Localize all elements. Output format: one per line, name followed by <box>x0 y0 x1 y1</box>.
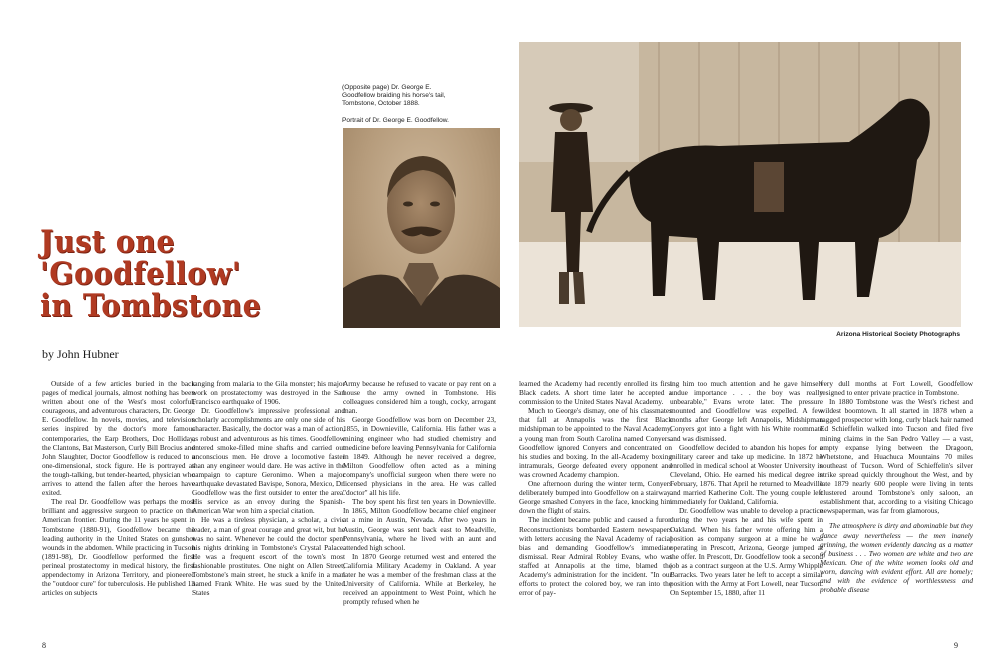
paragraph: Much to George's dismay, one of his classmates that fall at Annapolis was the first Black midshipman to be appointed to the Naval Academy, a young man from South Carolina named Conyers. Goodfellow ignored Conyers and concentrated on his studies and boxing. In the all-Academy boxing intramurals, George defeated every opponent and was crowned Academy champion. <box>519 406 672 479</box>
paragraph: The boy spent his first ten years in Downieville. In 1865, Milton Goodfellow became chief engineer at a mine in Austin, Nevada. After two years in Austin, George was sent back east to Meadville, Pennsylvania, where he lived with an aunt and attended high school. <box>343 497 496 552</box>
text-column-5 <box>670 379 823 649</box>
page-number-left: 8 <box>42 641 46 650</box>
paragraph: learned the Academy had recently enrolled its first Black cadets. A short time later he accepted a commission to the United States Naval Academy. <box>519 379 672 407</box>
paragraph: In 1870 George returned west and entered the California Military Academy in Oakland. A year later he was a member of the freshman class at the University of California. While at Berkeley, he received an appointment to West Point, which he promptly refused when he <box>343 551 496 607</box>
paragraph: Army because he refused to vacate or pay rent on a house the army owned in Tombstone. His colleagues considered him a tough, cocky, arrogant man. <box>343 379 496 416</box>
portrait-illustration <box>343 128 500 328</box>
paragraph: He was a tireless physician, a scholar, a civic leader, a man of great courage and great wit, but he was no saint. Whenever he could the doctor spent his nights drinking in Tombstone's Crystal Palace. He was a frequent escort of the town's most fashionable prostitutes. One night on Allen Street, Tombstone's main street, he stuck a knife in a man named Frank White. He was sued by the United States <box>192 515 345 598</box>
title-line-3: in Tombstone <box>40 288 262 324</box>
paragraph: ranging from malaria to the Gila monster; his major work on prostatectomy was destroyed in the San Francisco earthquake of 1906. <box>192 379 345 407</box>
paragraph: George Goodfellow was born on December 23, 1855, in Downieville, California. His father was a mining engineer who had studied chemistry and medicine before leaving Pennsylvania for California in 1849. Although he never received a degree, Milton Goodfellow often acted as a mining company's unofficial surgeon when there were no licensed physicians in the area. He was called "doctor" all his life. <box>343 415 496 498</box>
paragraph: In 1880 Tombstone was the West's richest and wildest boomtown. It all started in 1878 when a ragged prospector with long, curly black hair named Ed Schieffelin walked into Tucson and filed five mining claims in the San Pedro Valley — a vast, empty expanse lying between the Dragoon, Whetstone, and Huachuca Mountains 70 miles southeast of Tucson. Word of Schieffelin's silver strike spread quickly throughout the West, and by late 1879 nearly 600 people were living in tents clustered around Tombstone's only saloon, an establishment that, according to a visiting Chicago newspaperman, was far from glamorous, <box>820 397 973 516</box>
horse-illustration <box>519 42 961 327</box>
paragraph: One afternoon during the winter term, Conyers deliberately bumped into Goodfellow on a stairway. George smashed Conyers in the face, knocking him down the flight of stairs. <box>519 479 672 516</box>
title-line-1: Just one <box>40 224 175 260</box>
horse-photo <box>519 42 961 327</box>
caption-opposite-page: (Opposite page) Dr. George E. Goodfellow braiding his horse's tail, Tombstone, October 1888. <box>342 84 446 108</box>
article-title <box>40 224 262 324</box>
portrait-photo <box>343 128 500 328</box>
caption-portrait: Portrait of Dr. George E. Goodfellow. <box>342 117 450 124</box>
paragraph: Goodfellow decided to abandon his hopes for a military career and take up medicine. In 1872 he enrolled in medical school at Wooster University in Cleveland, Ohio. He earned his medical degree in February, 1876. That April he returned to Meadville and married Katherine Colt. The young couple left immediately for Oakland, California. <box>670 442 823 507</box>
title-line-2: 'Goodfellow' <box>40 256 241 292</box>
paragraph: The incident became public and caused a furor. Reconstructionists bombarded Eastern newspapers with letters accusing the Naval Academy of racial bias and demanding Goodfellow's immediate dismissal. Rear Admiral Robley Evans, who was staffed at Annapolis at the time, blamed the Academy's administration for the incident. "In our efforts to protect the colored boy, we ran into the error of pay- <box>519 515 672 598</box>
paragraph: Dr. Goodfellow was unable to develop a practice during the two years he and his wife spent in Oakland. When his father wrote offering him a position as company surgeon at a mine he was operating in Prescott, Arizona, George jumped at the offer. In Prescott, Dr. Goodfellow took a second job as a contract surgeon at the U.S. Army Whipple Barracks. Two years later he left to accept a similar position with the Army at Fort Lowell, near Tucson. On September 15, 1880, after 11 <box>670 506 823 598</box>
byline: by John Hubner <box>42 347 119 361</box>
block-quote: The atmosphere is dirty and abominable but they dance away nevertheless — the men inanely grinning, the women evidently dancing as a matter of business . . . Two women are white and two are Mexican. One of the white women looks old and worn, dancing with evident effort. All are homely; and with the evidence of worthlessness and probable disease <box>820 521 973 595</box>
paragraph: very dull months at Fort Lowell, Goodfellow resigned to enter private practice in Tombstone. <box>820 379 973 398</box>
paragraph: ing him too much attention and he gave himself undue importance . . . the boy was really unbearable," Evans wrote later. The pressure mounted and Goodfellow was expelled. A few months after George left Annapolis, Midshipman Conyers got into a fight with his White roommate and was dismissed. <box>670 379 823 443</box>
paragraph: Dr. Goodfellow's impressive professional and scholarly accomplishments are only one side of his character. Basically, the doctor was a man of action, as robust and adventurous as his times. Goodfellow entered smoke-filled mine shafts and carried out unconscious men. He drove a locomotive faster than any engineer would dare. He was active in the campaign to capture Geronimo. When a major earthquake devastated Bavispe, Sonora, Mexico, Dr. Goodfellow was the first outsider to enter the area. His service as an envoy during the Spanish-American War won him a special citation. <box>192 406 345 516</box>
text-column-3 <box>343 379 496 649</box>
photo-credit: Arizona Historical Society Photographs <box>836 331 960 338</box>
text-column-2 <box>192 379 345 649</box>
text-column-4 <box>519 379 672 649</box>
text-column-1 <box>42 379 195 649</box>
text-column-6 <box>820 379 973 649</box>
paragraph: Outside of a few articles buried in the back pages of medical journals, almost nothing has been written about one of the West's most colorful, courageous, and adventurous characters, Dr. George E. Goodfellow. In novels, movies, and television series inspired by the doctor's more famous contemporaries, the Earp Brothers, Doc Holliday, the Clantons, Bat Masterson, Curly Bill Brocius and John Slaughter, Doctor Goodfellow is reduced to a one-dimensional, stock figure. He is portrayed as the tough-talking, but tender-hearted, physician who arrives to attend the fallen after the heroes have exited. <box>42 379 195 498</box>
page-number-right: 9 <box>954 641 958 650</box>
paragraph: The real Dr. Goodfellow was perhaps the most brilliant and aggressive surgeon to practice on the American frontier. During the 11 years he spent in Tombstone (1880-91), Goodfellow became the leading authority in the United States on gunshot wounds in the abdomen. While practicing in Tucson (1891-98), Dr. Goodfellow performed the first perineal prostatectomy in medical history, the first appendectomy in Arizona Territory, and pioneered the "outdoor cure" for tuberculosis. He published 13 articles on subjects <box>42 497 195 598</box>
